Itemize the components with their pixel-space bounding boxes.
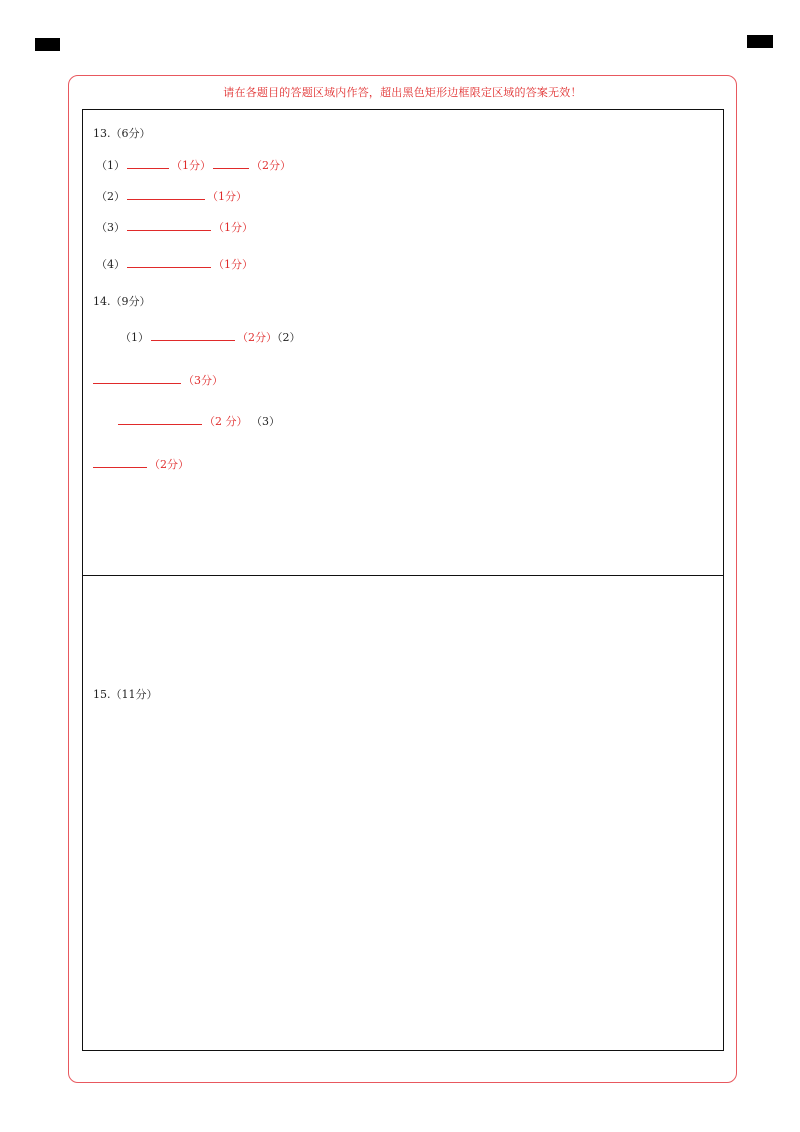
answer-box	[82, 109, 724, 1051]
q13-part4-blank[interactable]	[127, 258, 211, 268]
q13-part2-blank[interactable]	[127, 190, 205, 200]
q13-part2-label: （2）	[96, 190, 125, 203]
q13-part3	[96, 219, 253, 235]
q14-part2-blank[interactable]	[93, 374, 181, 384]
q13-part3-score: （1分）	[213, 221, 253, 234]
q14-part1	[120, 329, 301, 345]
q13-part4	[96, 256, 253, 272]
q13-part1-blank-b[interactable]	[213, 159, 249, 169]
answer-area-warning: 请在各题目的答题区域内作答，超出黑色矩形边框限定区域的答案无效！	[223, 86, 582, 99]
q14-part1-blank[interactable]	[151, 331, 235, 341]
q13-part1-label: （1）	[96, 159, 125, 172]
q14-part3-blank[interactable]	[93, 458, 147, 468]
q13-part3-label: （3）	[96, 221, 125, 234]
q14-part2-label: （2）	[277, 331, 301, 344]
q14-part3-line	[93, 456, 189, 472]
alignment-mark-right	[747, 35, 773, 48]
q14-part2-line	[93, 372, 223, 388]
q14-part1-label: （1）	[120, 331, 149, 344]
q13-part2-score: （1分）	[207, 190, 247, 203]
q13-part1-score-b: （2分）	[251, 159, 291, 172]
alignment-mark-left	[35, 38, 60, 51]
q14-part3-score: （2分）	[149, 458, 189, 471]
q14-part2b-score: （2 分）	[204, 415, 248, 428]
q13-part4-label: （4）	[96, 258, 125, 271]
q14-part2-score: （3分）	[183, 374, 223, 387]
q13-part1	[96, 157, 291, 173]
q13-title: 13.（6分）	[93, 127, 151, 140]
q14-title: 14.（9分）	[93, 295, 151, 308]
q13-part2	[96, 188, 247, 204]
q13-part4-score: （1分）	[213, 258, 253, 271]
q14-part2b-blank[interactable]	[118, 415, 202, 425]
q14-part3-label: （3）	[251, 415, 280, 428]
q14-part1-score: （2分）	[237, 331, 277, 344]
q13-part1-blank-a[interactable]	[127, 159, 169, 169]
q13-part3-blank[interactable]	[127, 221, 211, 231]
q14-part2b-line	[116, 413, 280, 429]
q15-title: 15.（11分）	[93, 688, 158, 701]
section-divider	[82, 575, 724, 576]
q13-part1-score-a: （1分）	[171, 159, 211, 172]
